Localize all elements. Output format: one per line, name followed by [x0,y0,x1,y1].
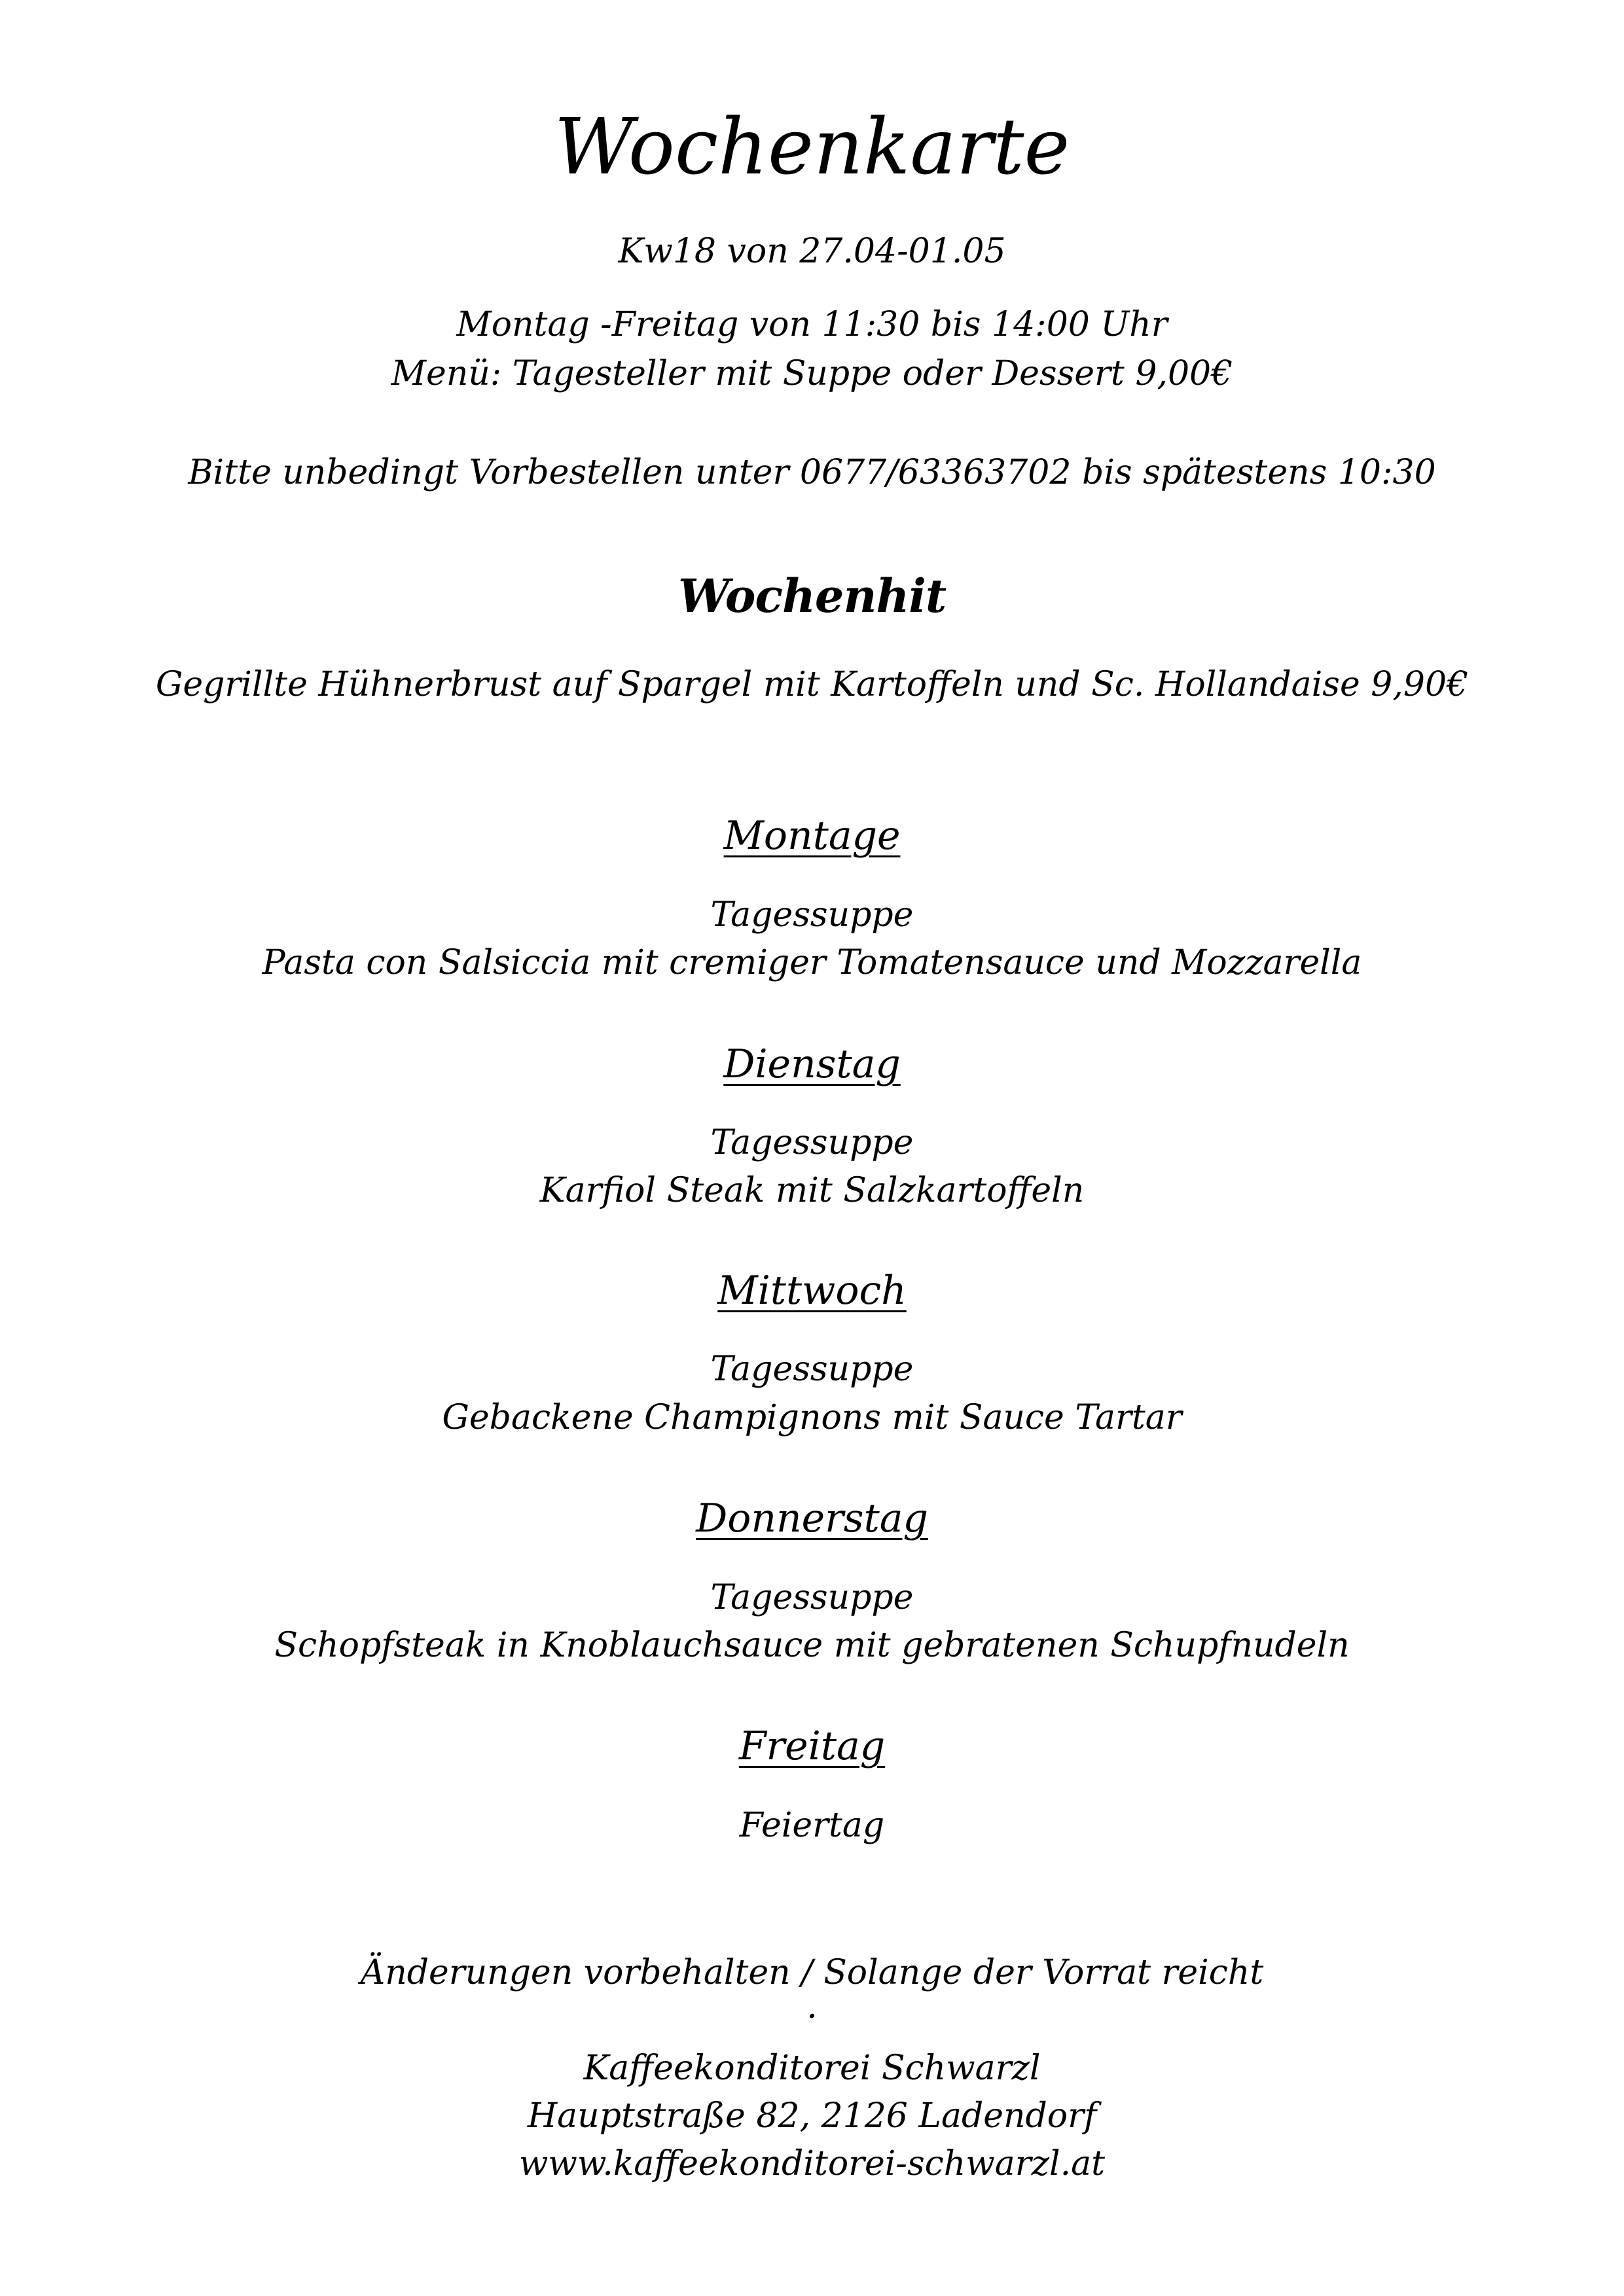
day-heading: Montage [723,813,901,859]
day-heading: Mittwoch [717,1268,907,1314]
day-main-dish: Gebackene Champignons mit Sauce Tartar [442,1398,1182,1437]
week-info: Kw18 von 27.04-01.05 [618,232,1006,271]
day-note: Feiertag [739,1806,885,1845]
disclaimer: Änderungen vorbehalten / Solange der Vorrat reicht [360,1953,1264,1992]
day-heading: Donnerstag [696,1496,928,1541]
day-soup: Tagessuppe [710,1123,914,1162]
wochenhit-dish: Gegrillte Hühnerbrust auf Spargel mit Kartoffeln und Sc. Hollandaise 9,90€ [155,665,1469,704]
page-title: Wochenkarte [554,101,1070,192]
day-heading: Dienstag [723,1041,901,1087]
preorder-note: Bitte unbedingt Vorbestellen unter 0677/63363702 bis spätestens 10:30 [188,453,1436,492]
website-link[interactable]: www.kaffeekonditorei-schwarzl.at [518,2144,1106,2183]
day-soup: Tagessuppe [710,895,914,935]
business-address: Hauptstraße 82, 2126 Ladendorf [527,2096,1097,2136]
day-heading: Freitag [738,1723,886,1769]
day-soup: Tagessuppe [710,1350,914,1389]
wochenhit-heading: Wochenhit [677,569,947,623]
business-name: Kaffeekonditorei Schwarzl [583,2049,1041,2088]
day-main-dish: Karfiol Steak mit Salzkartoffeln [539,1171,1085,1210]
opening-hours: Montag -Freitag von 11:30 bis 14:00 Uhr [456,305,1168,344]
day-main-dish: Schopfsteak in Knoblauchsauce mit gebratenen Schupfnudeln [274,1626,1350,1665]
day-main-dish: Pasta con Salsiccia mit cremiger Tomatensauce und Mozzarella [262,943,1362,982]
menu-price: Menü: Tagesteller mit Suppe oder Dessert 9,00€ [391,354,1233,393]
separator-dot: . [806,1987,818,2026]
day-soup: Tagessuppe [710,1578,914,1617]
